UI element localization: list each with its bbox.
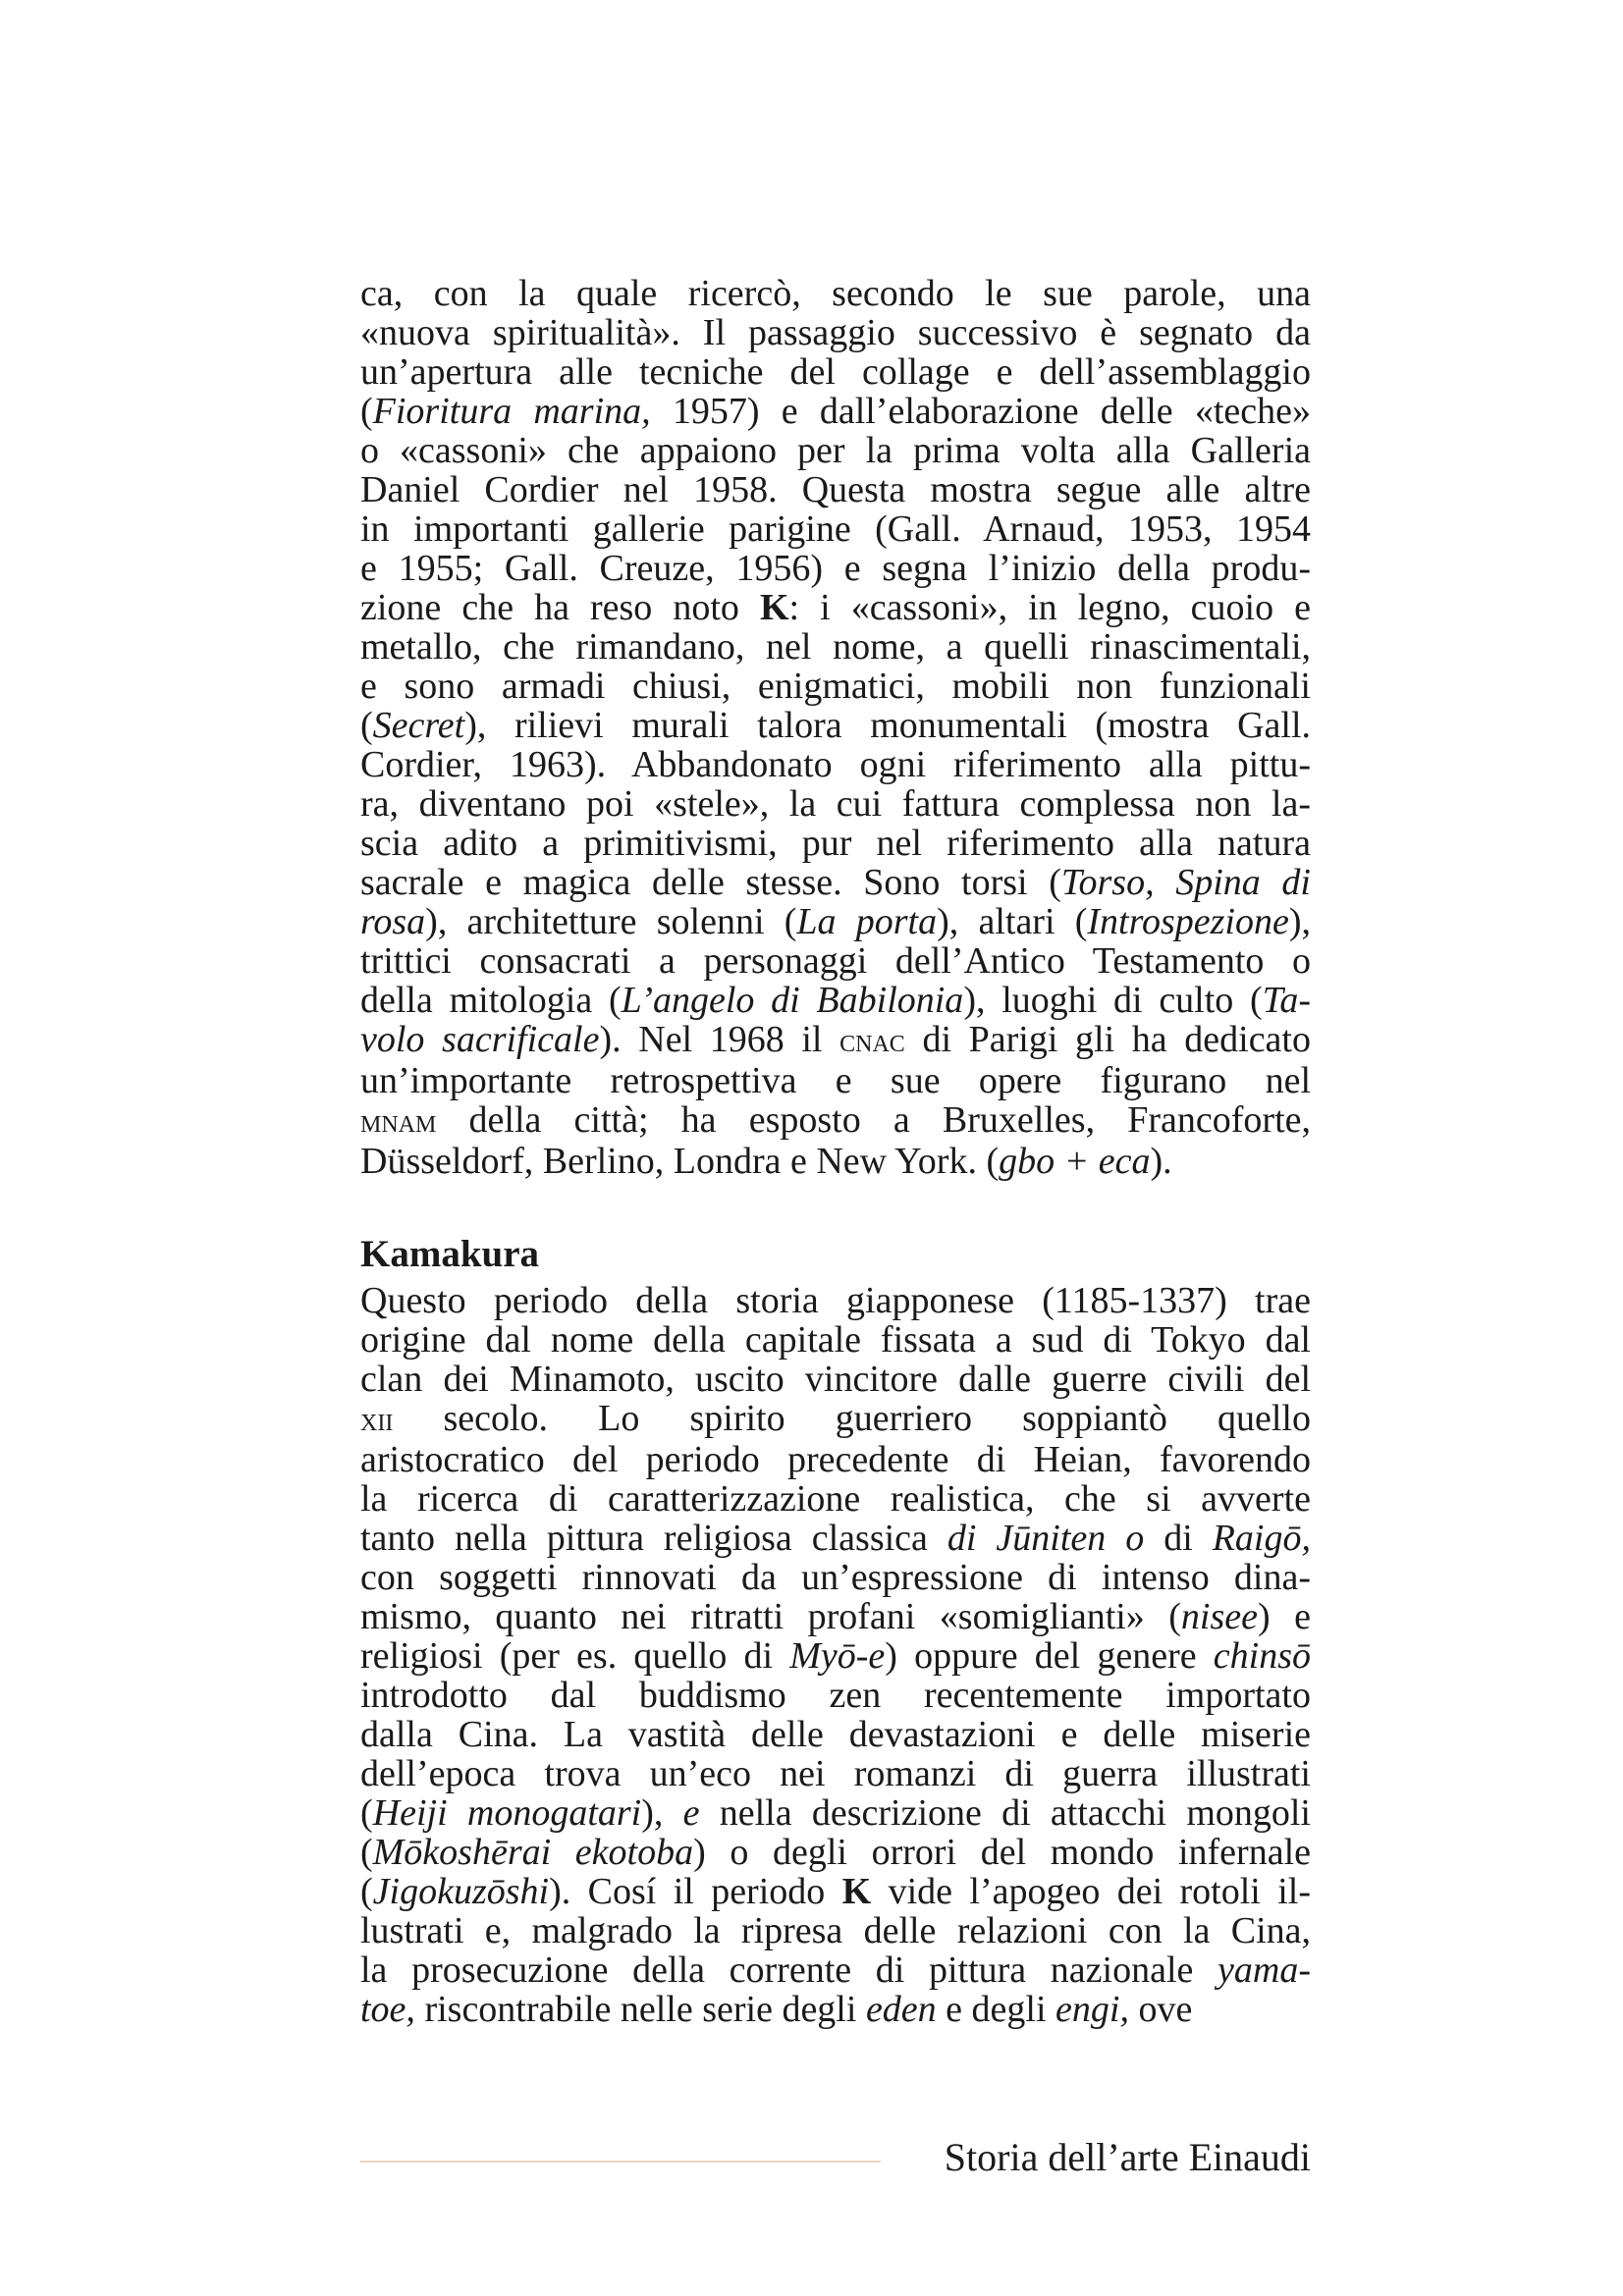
text-line: zione che ha reso noto K: i «cassoni», in legno, cuoio e bbox=[360, 587, 1311, 628]
bold-run: K bbox=[759, 587, 789, 628]
small-caps-run: cnac bbox=[839, 1023, 905, 1059]
text-line: (Secret), rilievi murali talora monumentali (mostra Gall. bbox=[360, 705, 1311, 746]
text-line: aristocratico del periodo precedente di Heian, favorendo bbox=[360, 1439, 1311, 1480]
footer-rule bbox=[360, 2161, 881, 2163]
italic-run: La porta bbox=[796, 901, 938, 942]
text-line: (Heiji monogatari), e nella descrizione di attacchi mongoli bbox=[360, 1792, 1311, 1834]
text-line: ra, diventano poi «stele», la cui fattura complessa non la- bbox=[360, 783, 1311, 825]
entry-heading: Kamakura bbox=[360, 1233, 540, 1275]
text-line: un’importante retrospettiva e sue opere figurano nel bbox=[360, 1060, 1311, 1101]
italic-run: Introspezione bbox=[1087, 901, 1289, 942]
italic-run: Torso, Spina di bbox=[1060, 862, 1311, 903]
italic-run: nisee bbox=[1180, 1596, 1258, 1637]
text-line: trittici consacrati a personaggi dell’Antico Testamento o bbox=[360, 940, 1311, 982]
text-line: metallo, che rimandano, nel nome, a quelli rinascimentali, bbox=[360, 626, 1311, 667]
text-line: (Jigokuzōshi). Cosí il periodo K vide l’apogeo dei rotoli il- bbox=[360, 1871, 1311, 1912]
text-line: dell’epoca trova un’eco nei romanzi di guerra illustrati bbox=[360, 1753, 1311, 1794]
text-line: rosa), architetture solenni (La porta), altari (Introspezione), bbox=[360, 901, 1312, 942]
text-line: della mitologia (L’angelo di Babilonia), luoghi di culto (Ta- bbox=[360, 980, 1311, 1021]
text-line: ca, con la quale ricercò, secondo le sue parole, una bbox=[360, 273, 1311, 314]
italic-run: yama- bbox=[1217, 1949, 1311, 1991]
italic-run: Secret bbox=[372, 705, 465, 746]
italic-run: rosa bbox=[360, 901, 426, 942]
italic-run: eden bbox=[865, 1989, 937, 2030]
text-line: un’apertura alle tecniche del collage e dell’assemblaggio bbox=[360, 351, 1311, 393]
text-line: in importanti gallerie parigine (Gall. Arnaud, 1953, 1954 bbox=[360, 508, 1311, 550]
italic-run: Heiji monogatari bbox=[372, 1792, 642, 1834]
small-caps-run: xii bbox=[360, 1402, 394, 1438]
text-line: e 1955; Gall. Creuze, 1956) e segna l’inizio della produ- bbox=[360, 548, 1311, 589]
text-line: (Mōkoshērai ekotoba) o degli orrori del mondo infernale bbox=[360, 1832, 1311, 1873]
text-line: toe, riscontrabile nelle serie degli eden e degli engi, ove bbox=[360, 1989, 1193, 2030]
text-line: Düsseldorf, Berlino, Londra e New York. (gbo + eca). bbox=[360, 1141, 1172, 1182]
text-line: clan dei Minamoto, uscito vincitore dalle guerre civili del bbox=[360, 1359, 1311, 1400]
italic-run: Fioritura marina, bbox=[372, 391, 651, 432]
bold-run: K bbox=[841, 1871, 872, 1912]
text-line: la ricerca di caratterizzazione realistica, che si avverte bbox=[360, 1478, 1311, 1520]
text-line: mismo, quanto nei ritratti profani «somiglianti» (nisee) e bbox=[360, 1596, 1311, 1637]
entry-paragraph bbox=[360, 1281, 1311, 2029]
text-line: sacrale e magica delle stesse. Sono torsi (Torso, Spina di bbox=[360, 862, 1311, 903]
italic-run: Raigō, bbox=[1212, 1518, 1311, 1559]
italic-run: e bbox=[682, 1792, 700, 1834]
text-line: introdotto dal buddismo zen recentemente importato bbox=[360, 1675, 1311, 1716]
italic-run: Ta- bbox=[1262, 980, 1311, 1021]
text-line: o «cassoni» che appaiono per la prima volta alla Galleria bbox=[360, 430, 1311, 471]
text-line: dalla Cina. La vastità delle devastazioni e delle miserie bbox=[360, 1714, 1311, 1755]
italic-run: gbo + eca bbox=[999, 1141, 1151, 1182]
italic-run: engi, bbox=[1055, 1989, 1129, 2030]
italic-run: Jigokuzōshi bbox=[372, 1871, 550, 1912]
small-caps-run: mnam bbox=[360, 1103, 437, 1140]
italic-run: toe, bbox=[360, 1989, 415, 2030]
italic-run: chinsō bbox=[1213, 1635, 1311, 1677]
italic-run: Mōkoshērai ekotoba bbox=[372, 1832, 694, 1873]
italic-run: L’angelo di Babilonia bbox=[621, 980, 964, 1021]
text-line: mnam della città; ha esposto a Bruxelles, Francoforte, bbox=[360, 1099, 1311, 1141]
text-line: volo sacrificale). Nel 1968 il cnac di Parigi gli ha dedicato bbox=[360, 1019, 1311, 1060]
text-line: con soggetti rinnovati da un’espressione di intenso dina- bbox=[360, 1557, 1311, 1598]
text-line: Questo periodo della storia giapponese (1185-1337) trae bbox=[360, 1280, 1311, 1321]
text-line: «nuova spiritualità». Il passaggio successivo è segnato da bbox=[360, 312, 1311, 353]
continuation-paragraph bbox=[360, 274, 1311, 1181]
text-column bbox=[360, 274, 1311, 2029]
text-line: Cordier, 1963). Abbandonato ogni riferimento alla pittu- bbox=[360, 744, 1311, 785]
text-line: Daniel Cordier nel 1958. Questa mostra segue alle altre bbox=[360, 469, 1311, 510]
italic-run: di Jūniten o bbox=[947, 1518, 1145, 1559]
footer-title: Storia dell’arte Einaudi bbox=[944, 2135, 1311, 2179]
text-line: lustrati e, malgrado la ripresa delle relazioni con la Cina, bbox=[360, 1910, 1311, 1951]
text-line: religiosi (per es. quello di Myō-e) oppure del genere chinsō bbox=[360, 1635, 1311, 1677]
text-line: scia adito a primitivismi, pur nel riferimento alla natura bbox=[360, 823, 1311, 864]
text-line: e sono armadi chiusi, enigmatici, mobili non funzionali bbox=[360, 666, 1311, 707]
text-line: tanto nella pittura religiosa classica di Jūniten o di Raigō, bbox=[360, 1518, 1311, 1559]
text-line: xii secolo. Lo spirito guerriero soppiantò quello bbox=[360, 1398, 1311, 1439]
italic-run: Myō-e bbox=[789, 1635, 886, 1677]
text-line: (Fioritura marina, 1957) e dall’elaborazione delle «teche» bbox=[360, 391, 1312, 432]
text-line: origine dal nome della capitale fissata a sud di Tokyo dal bbox=[360, 1319, 1311, 1361]
italic-run: volo sacrificale bbox=[360, 1019, 600, 1060]
text-line: la prosecuzione della corrente di pittura nazionale yama- bbox=[360, 1949, 1311, 1991]
